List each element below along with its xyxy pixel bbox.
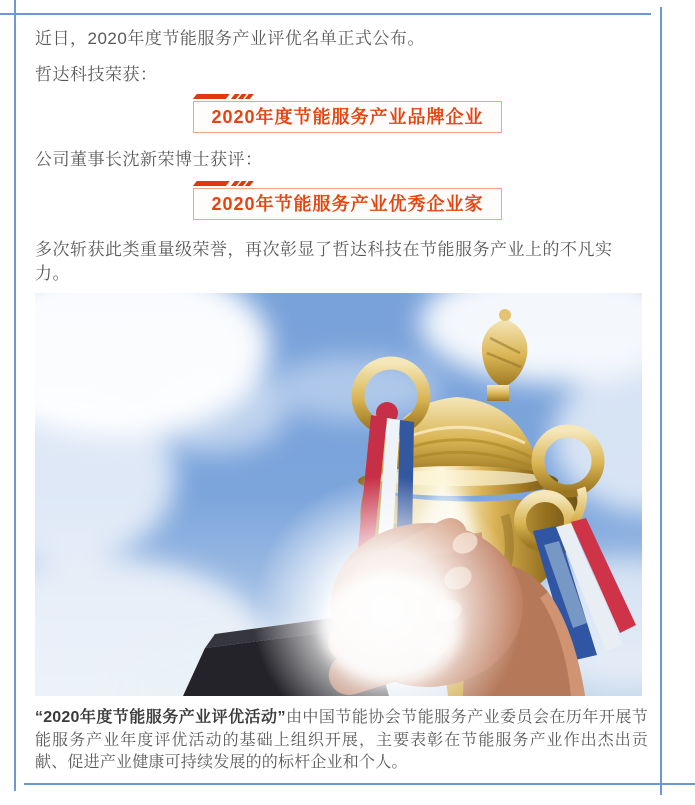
award-badge-brand-enterprise [193,101,501,133]
frame-border-top [0,13,651,15]
frame-border-bottom [24,783,695,785]
summary-paragraph: 多次斩获此类重量级荣誉，再次彰显了哲达科技在节能服务产业上的不凡实力。 [35,240,613,283]
award-badge-row-brand [0,101,695,133]
trophy-photo [35,293,642,696]
company-award-line: 哲达科技荣获： [35,65,158,84]
photo-caption [35,707,648,775]
caption-bold-title: “2020年度节能服务产业评优活动” [35,709,286,726]
award-badge-brand-label: 2020年度节能服务产业品牌企业 [211,107,484,127]
chairman-award-line: 公司董事长沈新荣博士获评： [35,150,263,169]
award-badge-entrepreneur-label: 2020年节能服务产业优秀企业家 [211,194,484,214]
caption-body-text: 由中国节能协会节能服务产业委员会在历年开展节能服务产业年度评优活动的基础上组织开展，主要表彰在节能服务产业作出杰出贡献、促进产业健康可持续发展的的标杆企业和个人。 [35,709,648,771]
intro-paragraph: 近日，2020年度节能服务产业评优名单正式公布。 [35,29,425,48]
award-badge-entrepreneur [193,188,501,220]
slash-decoration-icon [195,181,253,186]
slash-decoration-icon [195,94,253,99]
award-badge-row-entrepreneur [0,188,695,220]
